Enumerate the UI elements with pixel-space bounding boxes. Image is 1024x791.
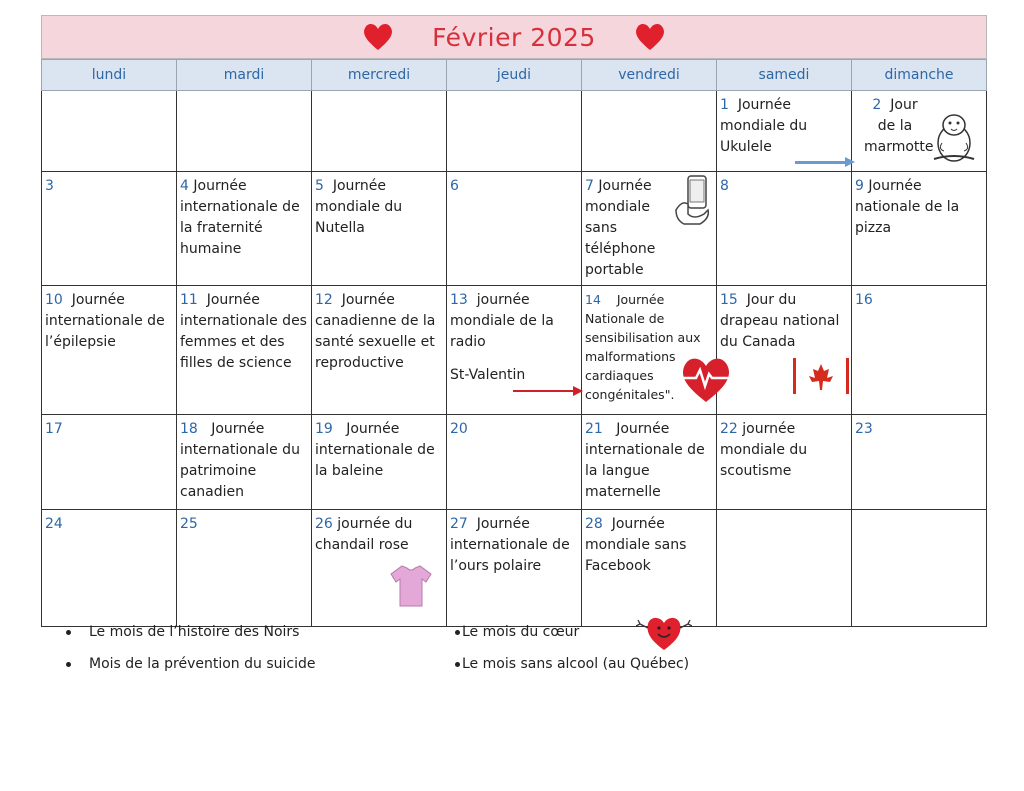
day-number: 12 — [315, 292, 333, 308]
day-cell-16 — [852, 286, 987, 415]
day-event: Journée internationale de la fraternité humaine — [180, 178, 300, 257]
day-number: 3 — [45, 178, 54, 194]
valentine-label: St-Valentin — [450, 367, 526, 383]
day-event: Journée internationale de l’épilepsie — [45, 292, 165, 350]
arrow-icon — [513, 386, 583, 396]
footer-item — [455, 624, 579, 640]
day-event: journée du chandail rose — [315, 516, 413, 553]
day-number: 14 — [585, 292, 601, 307]
heart-icon — [362, 22, 394, 52]
smiling-heart-icon — [636, 610, 692, 652]
day-cell-14 — [582, 286, 717, 415]
day-event: Journée mondiale du Ukulele — [720, 97, 808, 155]
day-number: 16 — [855, 292, 873, 308]
week-row — [42, 172, 987, 286]
day-cell-empty — [177, 91, 312, 172]
canada-flag-icon — [793, 358, 849, 394]
day-number: 25 — [180, 516, 198, 532]
day-number: 1 — [720, 97, 729, 113]
day-cell-4 — [177, 172, 312, 286]
day-number: 4 — [180, 178, 189, 194]
day-event: Journée internationale des femmes et des filles de science — [180, 292, 307, 371]
day-number: 7 — [585, 178, 594, 194]
day-cell-17 — [42, 415, 177, 510]
day-cell-5 — [312, 172, 447, 286]
day-cell-21 — [582, 415, 717, 510]
day-event: Journée nationale de la pizza — [855, 178, 960, 236]
day-number: 19 — [315, 421, 333, 437]
day-number: 28 — [585, 516, 603, 532]
day-cell-27 — [447, 510, 582, 627]
day-event: Journée internationale du patrimoine canadien — [180, 421, 300, 500]
footer-text: Le mois du cœur — [462, 624, 580, 640]
day-cell-empty — [717, 510, 852, 627]
title-bar — [41, 15, 987, 59]
weekday-header: mercredi — [312, 60, 447, 91]
groundhog-icon — [928, 111, 980, 163]
week-row — [42, 286, 987, 415]
day-cell-empty — [852, 510, 987, 627]
weekday-header: jeudi — [447, 60, 582, 91]
day-cell-empty — [582, 91, 717, 172]
day-cell-empty — [42, 91, 177, 172]
day-number: 10 — [45, 292, 63, 308]
arrow-icon — [795, 157, 855, 167]
day-cell-28 — [582, 510, 717, 627]
day-event: Jour de la marmotte — [864, 97, 934, 155]
page-title: Février 2025 — [432, 22, 596, 52]
day-number: 5 — [315, 178, 324, 194]
day-number: 9 — [855, 178, 864, 194]
calendar — [41, 15, 987, 627]
day-number: 23 — [855, 421, 873, 437]
day-number: 8 — [720, 178, 729, 194]
day-event: Journée canadienne de la santé sexuelle et reproductive — [315, 292, 436, 371]
weekday-header: vendredi — [582, 60, 717, 91]
day-event: Journée internationale de la baleine — [315, 421, 435, 479]
day-cell-24 — [42, 510, 177, 627]
week-row — [42, 510, 987, 627]
footer-item — [455, 656, 689, 672]
day-cell-empty — [312, 91, 447, 172]
weekday-header-row — [42, 60, 987, 91]
heart-icon — [634, 22, 666, 52]
weekday-header: mardi — [177, 60, 312, 91]
day-cell-9 — [852, 172, 987, 286]
day-event: Journée internationale de l’ours polaire — [450, 516, 570, 574]
day-event: journée mondiale du scoutisme — [720, 421, 808, 479]
day-number: 27 — [450, 516, 468, 532]
day-number: 6 — [450, 178, 459, 194]
day-cell-12 — [312, 286, 447, 415]
day-cell-8 — [717, 172, 852, 286]
weekday-header: dimanche — [852, 60, 987, 91]
weekday-header: lundi — [42, 60, 177, 91]
day-number: 26 — [315, 516, 333, 532]
day-event: Journée internationale de la langue maternelle — [585, 421, 705, 500]
day-cell-11 — [177, 286, 312, 415]
day-cell-13 — [447, 286, 582, 415]
day-cell-20 — [447, 415, 582, 510]
footer-text: Le mois sans alcool (au Québec) — [462, 656, 690, 672]
day-event: Journée mondiale sans téléphone portable — [585, 178, 656, 278]
day-cell-7 — [582, 172, 717, 286]
day-number: 18 — [180, 421, 198, 437]
week-row — [42, 415, 987, 510]
day-number: 22 — [720, 421, 738, 437]
day-cell-19 — [312, 415, 447, 510]
day-number: 11 — [180, 292, 198, 308]
day-cell-26 — [312, 510, 447, 627]
day-cell-3 — [42, 172, 177, 286]
day-cell-18 — [177, 415, 312, 510]
weekday-header: samedi — [717, 60, 852, 91]
day-number: 15 — [720, 292, 738, 308]
calendar-grid — [41, 59, 987, 627]
day-number: 24 — [45, 516, 63, 532]
day-cell-10 — [42, 286, 177, 415]
day-event: Journée mondiale du Nutella — [315, 178, 403, 236]
day-cell-23 — [852, 415, 987, 510]
footer-item — [66, 624, 299, 640]
day-cell-2 — [852, 91, 987, 172]
day-cell-6 — [447, 172, 582, 286]
day-number: 21 — [585, 421, 603, 437]
day-number: 13 — [450, 292, 468, 308]
day-cell-22 — [717, 415, 852, 510]
day-cell-15 — [717, 286, 852, 415]
week-row — [42, 91, 987, 172]
day-cell-empty — [447, 91, 582, 172]
day-cell-25 — [177, 510, 312, 627]
phone-icon — [674, 174, 714, 226]
day-cell-1 — [717, 91, 852, 172]
day-event: Journée Nationale de sensibilisation aux malformations cardiaques congénitales". — [585, 292, 701, 402]
tshirt-icon — [390, 564, 432, 608]
day-number: 17 — [45, 421, 63, 437]
day-number: 20 — [450, 421, 468, 437]
day-event: Journée mondiale sans Facebook — [585, 516, 687, 574]
day-number: 2 — [872, 97, 882, 113]
day-event: Jour du drapeau national du Canada — [720, 292, 840, 350]
footer-item — [66, 656, 316, 672]
footer-text: Le mois de l’histoire des Noirs — [89, 624, 300, 640]
day-event: journée mondiale de la radio — [450, 292, 554, 350]
footer-text: Mois de la prévention du suicide — [89, 656, 316, 672]
